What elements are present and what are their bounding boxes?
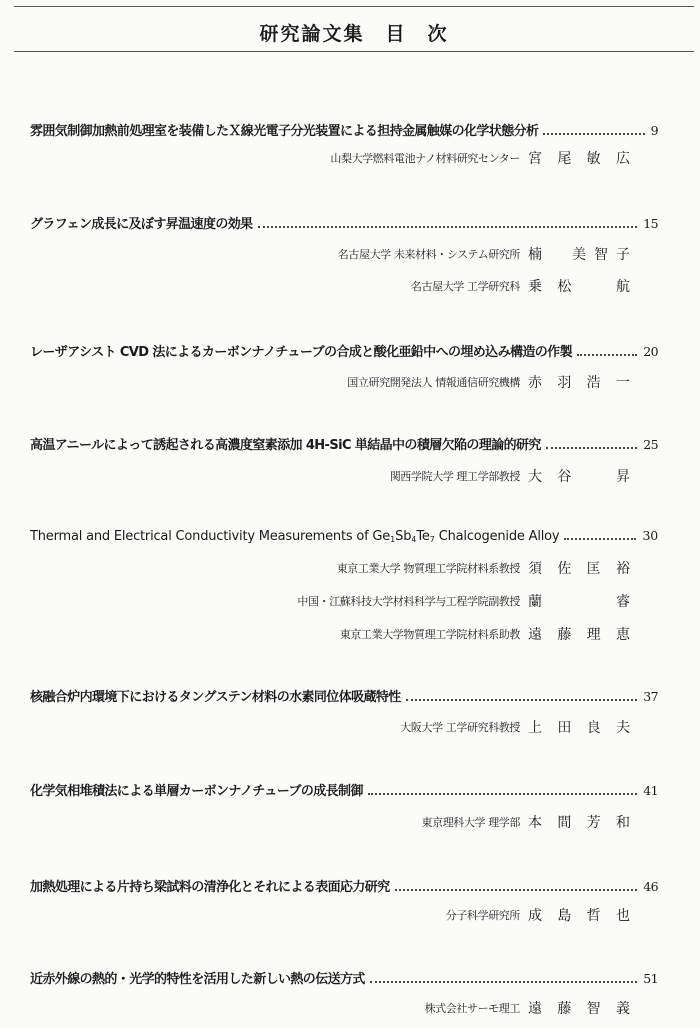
dot-leader bbox=[564, 538, 636, 540]
author-line bbox=[0, 592, 700, 610]
entry-title-line[interactable] bbox=[30, 876, 658, 895]
entry-title-line[interactable] bbox=[30, 528, 658, 544]
entry-title-line[interactable] bbox=[30, 968, 658, 987]
author-affiliation: 国立研究開発法人 情報通信研究機構 bbox=[347, 376, 520, 389]
author-line bbox=[0, 245, 700, 263]
entry-title[interactable]: 近赤外線の熱的・光学的特性を活用した新しい熱の伝送方式 bbox=[30, 972, 365, 987]
entry-page-number: 20 bbox=[643, 344, 658, 359]
title-segment: Te bbox=[416, 529, 430, 544]
author-affiliation: 名古屋大学 未来材料・システム研究所 bbox=[337, 248, 520, 261]
entry-title[interactable] bbox=[30, 529, 559, 544]
author-affiliation: 山梨大学燃料電池ナノ材料研究センター bbox=[330, 152, 520, 165]
author-name: 成島哲也 bbox=[528, 908, 630, 924]
author-name: 楠 美智子 bbox=[528, 247, 630, 263]
entry-title-line[interactable] bbox=[30, 213, 658, 232]
author-name: 遠藤理恵 bbox=[528, 627, 630, 643]
subscript: 7 bbox=[429, 535, 435, 544]
entry-page-number: 25 bbox=[643, 437, 658, 452]
author-affiliation: 東京理科大学 理学部 bbox=[421, 816, 520, 829]
entry-title-line[interactable] bbox=[30, 434, 658, 453]
author-line bbox=[0, 625, 700, 643]
author-name: 上田良夫 bbox=[528, 720, 630, 736]
entry-title-line[interactable] bbox=[30, 686, 658, 705]
author-line bbox=[0, 906, 700, 924]
author-name: 乗松 航 bbox=[528, 279, 630, 295]
author-name: 須佐匡裕 bbox=[528, 561, 630, 577]
toc-header bbox=[14, 6, 694, 52]
dot-leader bbox=[577, 354, 637, 356]
entry-page-number: 46 bbox=[643, 879, 658, 894]
entry-page-number: 9 bbox=[650, 123, 658, 138]
author-line bbox=[0, 373, 700, 391]
author-affiliation: 東京工業大学物質理工学院材料系助教 bbox=[339, 628, 520, 641]
title-segment: Thermal and Electrical Conductivity Measurements of Ge bbox=[30, 529, 391, 544]
author-affiliation: 中国・江蘇科技大学材料科学与工程学院副教授 bbox=[297, 595, 520, 608]
author-affiliation: 関西学院大学 理工学部教授 bbox=[389, 470, 520, 483]
entry-page-number: 15 bbox=[643, 216, 658, 231]
author-name: 大谷 昇 bbox=[528, 469, 630, 485]
author-line bbox=[0, 149, 700, 167]
author-line bbox=[0, 277, 700, 295]
author-name: 宮尾敏広 bbox=[528, 151, 630, 167]
entry-title[interactable]: 核融合炉内環境下におけるタングステン材料の水素同位体吸蔵特性 bbox=[30, 690, 401, 705]
author-line bbox=[0, 467, 700, 485]
dot-leader bbox=[546, 447, 637, 449]
author-affiliation: 名古屋大学 工学研究科 bbox=[410, 280, 520, 293]
subscript: 1 bbox=[390, 535, 396, 544]
author-name: 赤羽浩一 bbox=[528, 375, 630, 391]
dot-leader bbox=[395, 889, 638, 891]
author-affiliation: 東京工業大学 物質理工学院材料系教授 bbox=[336, 562, 520, 575]
author-line bbox=[0, 718, 700, 736]
author-line bbox=[0, 999, 700, 1017]
title-segment: Sb bbox=[395, 529, 412, 544]
subscript: 4 bbox=[411, 535, 417, 544]
author-name: 蘭 睿 bbox=[528, 594, 630, 610]
author-affiliation: 分子科学研究所 bbox=[445, 909, 520, 922]
author-name: 本間芳和 bbox=[528, 815, 630, 831]
entry-page-number: 41 bbox=[643, 783, 658, 798]
entry-title[interactable]: 雰囲気制御加熱前処理室を装備したＸ線光電子分光装置による担持金属触媒の化学状態分析 bbox=[30, 124, 539, 139]
page-title: 研究論文集 目 次 bbox=[259, 23, 449, 45]
author-affiliation: 株式会社サーモ理工 bbox=[424, 1002, 520, 1015]
entry-title[interactable]: 加熱処理による片持ち梁試料の清浄化とそれによる表面応力研究 bbox=[30, 880, 390, 895]
dot-leader bbox=[258, 226, 638, 228]
author-line bbox=[0, 813, 700, 831]
entry-page-number: 37 bbox=[643, 689, 658, 704]
entry-title-line[interactable] bbox=[30, 780, 658, 799]
dot-leader bbox=[543, 133, 644, 135]
author-affiliation: 大阪大学 工学研究科教授 bbox=[400, 721, 520, 734]
entry-page-number: 51 bbox=[643, 971, 658, 986]
entry-title[interactable]: 高温アニールによって誘起される高濃度窒素添加 4H-SiC 単結晶中の積層欠陥の理論的研究 bbox=[30, 438, 541, 453]
entry-title[interactable]: グラフェン成長に及ぼす昇温速度の効果 bbox=[30, 217, 253, 232]
entry-title-line[interactable] bbox=[30, 341, 658, 360]
entry-title-line[interactable] bbox=[30, 120, 658, 139]
author-line bbox=[0, 559, 700, 577]
dot-leader bbox=[368, 793, 637, 795]
entry-page-number: 30 bbox=[642, 528, 658, 543]
title-segment: Chalcogenide Alloy bbox=[434, 529, 560, 544]
entry-title[interactable]: 化学気相堆積法による単層カーボンナノチューブの成長制御 bbox=[30, 784, 363, 799]
entry-title[interactable]: レーザアシスト CVD 法によるカーボンナノチューブの合成と酸化亜鉛中への埋め込み構造の作製 bbox=[30, 345, 572, 360]
dot-leader bbox=[370, 981, 637, 983]
author-name: 遠藤智義 bbox=[528, 1001, 630, 1017]
dot-leader bbox=[406, 699, 638, 701]
